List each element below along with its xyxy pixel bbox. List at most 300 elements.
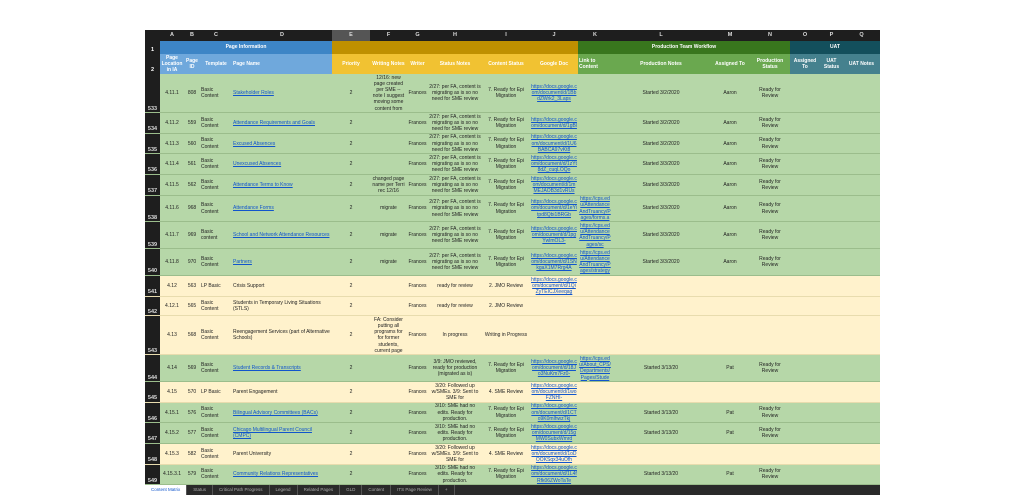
assigned-to-cell[interactable] xyxy=(710,195,750,222)
uat-notes-cell[interactable] xyxy=(843,222,880,249)
google-doc-link[interactable]: https://docs.google.com/document/d/1woFZNHI- xyxy=(531,382,577,402)
google-doc-link[interactable]: https://docs.google.com/document/d/1pgYwlmOL3- xyxy=(531,226,577,245)
assigned-to-cell[interactable] xyxy=(710,316,750,355)
link-to-content-cell[interactable] xyxy=(578,402,612,423)
column-header-q[interactable]: Q xyxy=(843,30,880,41)
google-doc-link[interactable]: https://docs.google.com/document/d/1zYt8dZ_cuqLOQo xyxy=(531,154,577,174)
assigned-to-cell[interactable] xyxy=(710,249,750,276)
uat-assigned-to-cell[interactable] xyxy=(790,355,820,382)
writing-notes-cell[interactable] xyxy=(370,464,407,485)
content-status-cell[interactable] xyxy=(482,316,530,355)
uat-assigned-to-cell[interactable] xyxy=(790,113,820,134)
uat-assigned-to-cell[interactable] xyxy=(790,222,820,249)
content-status-cell[interactable] xyxy=(482,195,530,222)
production-notes-cell[interactable] xyxy=(612,444,710,465)
row-number[interactable]: 542 xyxy=(145,296,160,316)
production-notes-cell[interactable] xyxy=(612,154,710,175)
google-doc-link-cell[interactable] xyxy=(530,382,578,403)
header-assigned-to[interactable]: Assigned To xyxy=(710,54,750,74)
page-location-cell[interactable] xyxy=(160,444,184,465)
writer-cell[interactable] xyxy=(407,113,428,134)
assigned-to-cell[interactable] xyxy=(710,423,750,444)
page-location-cell[interactable] xyxy=(160,296,184,316)
link-to-content-cell[interactable] xyxy=(578,249,612,276)
template-cell[interactable] xyxy=(200,444,232,465)
page-location-cell[interactable] xyxy=(160,113,184,134)
page-name-cell[interactable] xyxy=(232,296,332,316)
row-number[interactable]: 536 xyxy=(145,154,160,175)
production-notes-cell[interactable] xyxy=(612,423,710,444)
priority-cell[interactable] xyxy=(332,74,370,113)
production-status-cell[interactable] xyxy=(750,249,790,276)
page-location-cell[interactable] xyxy=(160,423,184,444)
production-notes-cell[interactable] xyxy=(612,74,710,113)
google-doc-link-cell[interactable] xyxy=(530,195,578,222)
link-to-content-cell[interactable] xyxy=(578,444,612,465)
writing-notes-cell[interactable] xyxy=(370,195,407,222)
sheet-tab[interactable]: Critical Path Progress xyxy=(213,485,270,495)
row-number[interactable]: 543 xyxy=(145,316,160,355)
template-cell[interactable] xyxy=(200,296,232,316)
page-name[interactable]: Bilingual Advisory Committees (BACs) xyxy=(233,409,318,416)
uat-notes-cell[interactable] xyxy=(843,249,880,276)
page-name[interactable]: Partners xyxy=(233,259,252,266)
content-status-cell[interactable] xyxy=(482,444,530,465)
uat-assigned-to-cell[interactable] xyxy=(790,402,820,423)
status-notes-cell[interactable] xyxy=(428,195,482,222)
header-uat-status[interactable]: UAT Status xyxy=(820,54,843,74)
page-location-cell[interactable] xyxy=(160,133,184,154)
content-status-cell[interactable] xyxy=(482,133,530,154)
writer-cell[interactable] xyxy=(407,222,428,249)
header-page-id[interactable]: Page ID xyxy=(184,54,200,74)
page-id-cell[interactable] xyxy=(184,296,200,316)
uat-notes-cell[interactable] xyxy=(843,154,880,175)
writer-cell[interactable] xyxy=(407,249,428,276)
google-doc-link[interactable]: https://docs.google.com/document/d/1mMEJAOB3d1vRUs xyxy=(531,175,577,194)
google-doc-link[interactable]: https://docs.google.com/document/d/1oDOOKSqx34uOfh xyxy=(531,444,577,463)
writing-notes-cell[interactable] xyxy=(370,74,407,113)
template-cell[interactable] xyxy=(200,382,232,403)
writer-cell[interactable] xyxy=(407,355,428,382)
link-to-content-cell[interactable] xyxy=(578,74,612,113)
writing-notes-cell[interactable] xyxy=(370,133,407,154)
production-notes-cell[interactable] xyxy=(612,195,710,222)
page-name[interactable]: Student Records & Transcripts xyxy=(233,365,301,372)
production-notes-cell[interactable] xyxy=(612,402,710,423)
link-to-content[interactable]: https://cps.edu/AttendanceAndTruancy/Pages/strategy xyxy=(579,249,611,275)
select-all-corner[interactable] xyxy=(145,30,160,41)
page-name[interactable]: School and Network Attendance Resources xyxy=(233,232,330,239)
template-cell[interactable] xyxy=(200,133,232,154)
google-doc-link[interactable]: https://docs.google.com/document/d/1QiZyTEICJXeeqag xyxy=(531,276,577,295)
writer-cell[interactable] xyxy=(407,195,428,222)
uat-status-cell[interactable] xyxy=(820,382,843,403)
google-doc-link-cell[interactable] xyxy=(530,296,578,316)
link-to-content-cell[interactable] xyxy=(578,113,612,134)
production-notes-cell[interactable] xyxy=(612,133,710,154)
content-status-cell[interactable] xyxy=(482,382,530,403)
writing-notes-cell[interactable] xyxy=(370,382,407,403)
status-notes-cell[interactable] xyxy=(428,402,482,423)
row-number[interactable]: 537 xyxy=(145,175,160,196)
assigned-to-cell[interactable] xyxy=(710,355,750,382)
uat-assigned-to-cell[interactable] xyxy=(790,175,820,196)
production-notes-cell[interactable] xyxy=(612,316,710,355)
link-to-content-cell[interactable] xyxy=(578,154,612,175)
priority-cell[interactable] xyxy=(332,276,370,297)
writer-cell[interactable] xyxy=(407,74,428,113)
page-location-cell[interactable] xyxy=(160,74,184,113)
assigned-to-cell[interactable] xyxy=(710,296,750,316)
row-number[interactable]: 545 xyxy=(145,382,160,403)
page-name[interactable]: Community Relations Representatives xyxy=(233,471,319,478)
content-status-cell[interactable] xyxy=(482,175,530,196)
row-number[interactable]: 548 xyxy=(145,444,160,465)
column-header-p[interactable]: P xyxy=(820,30,843,41)
page-id-cell[interactable] xyxy=(184,222,200,249)
production-notes-cell[interactable] xyxy=(612,276,710,297)
group-uat[interactable]: UAT xyxy=(790,41,880,54)
template-cell[interactable] xyxy=(200,316,232,355)
writing-notes-cell[interactable] xyxy=(370,175,407,196)
google-doc-link-cell[interactable] xyxy=(530,113,578,134)
status-notes-cell[interactable] xyxy=(428,249,482,276)
priority-cell[interactable] xyxy=(332,222,370,249)
google-doc-link-cell[interactable] xyxy=(530,74,578,113)
column-header-j[interactable]: J xyxy=(530,30,578,41)
priority-cell[interactable] xyxy=(332,249,370,276)
page-location-cell[interactable] xyxy=(160,382,184,403)
link-to-content-cell[interactable] xyxy=(578,133,612,154)
status-notes-cell[interactable] xyxy=(428,316,482,355)
production-status-cell[interactable] xyxy=(750,316,790,355)
writer-cell[interactable] xyxy=(407,276,428,297)
sheet-tab[interactable]: Related Pages xyxy=(298,485,341,495)
page-name-cell[interactable] xyxy=(232,355,332,382)
sheet-tab[interactable]: Content xyxy=(362,485,391,495)
page-name-cell[interactable] xyxy=(232,464,332,485)
google-doc-link-cell[interactable] xyxy=(530,276,578,297)
page-location-cell[interactable] xyxy=(160,316,184,355)
google-doc-link-cell[interactable] xyxy=(530,444,578,465)
assigned-to-cell[interactable] xyxy=(710,133,750,154)
page-location-cell[interactable] xyxy=(160,222,184,249)
production-status-cell[interactable] xyxy=(750,382,790,403)
priority-cell[interactable] xyxy=(332,464,370,485)
google-doc-link[interactable]: https://docs.google.com/document/d/1BbdZWrk2_3Laps xyxy=(531,83,577,103)
production-status-cell[interactable] xyxy=(750,113,790,134)
status-notes-cell[interactable] xyxy=(428,133,482,154)
google-doc-link-cell[interactable] xyxy=(530,133,578,154)
page-name[interactable]: Excused Absences xyxy=(233,140,276,147)
status-notes-cell[interactable] xyxy=(428,464,482,485)
google-doc-link-cell[interactable] xyxy=(530,316,578,355)
page-id-cell[interactable] xyxy=(184,74,200,113)
link-to-content-cell[interactable] xyxy=(578,355,612,382)
writing-notes-cell[interactable] xyxy=(370,222,407,249)
uat-notes-cell[interactable] xyxy=(843,382,880,403)
template-cell[interactable] xyxy=(200,423,232,444)
writer-cell[interactable] xyxy=(407,133,428,154)
production-notes-cell[interactable] xyxy=(612,382,710,403)
status-notes-cell[interactable] xyxy=(428,444,482,465)
google-doc-link-cell[interactable] xyxy=(530,154,578,175)
content-status-cell[interactable] xyxy=(482,464,530,485)
page-name-cell[interactable] xyxy=(232,74,332,113)
production-status-cell[interactable] xyxy=(750,154,790,175)
assigned-to-cell[interactable] xyxy=(710,382,750,403)
assigned-to-cell[interactable] xyxy=(710,444,750,465)
priority-cell[interactable] xyxy=(332,195,370,222)
writing-notes-cell[interactable] xyxy=(370,316,407,355)
header-link-to-content[interactable]: Link to Content xyxy=(578,54,612,74)
assigned-to-cell[interactable] xyxy=(710,175,750,196)
google-doc-link-cell[interactable] xyxy=(530,175,578,196)
production-status-cell[interactable] xyxy=(750,133,790,154)
assigned-to-cell[interactable] xyxy=(710,222,750,249)
page-name-cell[interactable] xyxy=(232,222,332,249)
production-status-cell[interactable] xyxy=(750,175,790,196)
uat-status-cell[interactable] xyxy=(820,464,843,485)
sheet-tab[interactable]: ITS Page Review xyxy=(391,485,439,495)
page-id-cell[interactable] xyxy=(184,423,200,444)
production-notes-cell[interactable] xyxy=(612,222,710,249)
assigned-to-cell[interactable] xyxy=(710,74,750,113)
status-notes-cell[interactable] xyxy=(428,113,482,134)
group-production[interactable]: Production Team Workflow xyxy=(578,41,790,54)
header-google-doc[interactable]: Google Doc xyxy=(530,54,578,74)
page-location-cell[interactable] xyxy=(160,276,184,297)
google-doc-link[interactable]: https://docs.google.com/document/d/1U6BABCA97vKt8 xyxy=(531,134,577,153)
group-writing[interactable] xyxy=(332,41,578,54)
google-doc-link-cell[interactable] xyxy=(530,222,578,249)
uat-status-cell[interactable] xyxy=(820,175,843,196)
template-cell[interactable] xyxy=(200,195,232,222)
uat-assigned-to-cell[interactable] xyxy=(790,444,820,465)
writer-cell[interactable] xyxy=(407,402,428,423)
google-doc-link-cell[interactable] xyxy=(530,249,578,276)
page-id-cell[interactable] xyxy=(184,249,200,276)
header-writing-notes[interactable]: Writing Notes xyxy=(370,54,407,74)
add-sheet-button[interactable]: + xyxy=(439,485,455,495)
group-page-information[interactable]: Page Information xyxy=(160,41,332,54)
priority-cell[interactable] xyxy=(332,382,370,403)
priority-cell[interactable] xyxy=(332,113,370,134)
status-notes-cell[interactable] xyxy=(428,175,482,196)
production-status-cell[interactable] xyxy=(750,464,790,485)
page-id-cell[interactable] xyxy=(184,402,200,423)
page-name[interactable]: Stakeholder Roles xyxy=(233,90,274,96)
uat-assigned-to-cell[interactable] xyxy=(790,382,820,403)
row-number[interactable]: 540 xyxy=(145,249,160,276)
uat-status-cell[interactable] xyxy=(820,444,843,465)
link-to-content[interactable]: https://cps.edu/About_CPS/Departments/Pages/Stude xyxy=(579,355,611,381)
page-name-cell[interactable] xyxy=(232,316,332,355)
production-status-cell[interactable] xyxy=(750,74,790,113)
production-status-cell[interactable] xyxy=(750,222,790,249)
uat-notes-cell[interactable] xyxy=(843,133,880,154)
google-doc-link[interactable]: https://docs.google.com/document/d/1L4fRfk06ZWoTaTe xyxy=(531,465,577,484)
header-writer[interactable]: Writer xyxy=(407,54,428,74)
writer-cell[interactable] xyxy=(407,316,428,355)
link-to-content-cell[interactable] xyxy=(578,382,612,403)
writer-cell[interactable] xyxy=(407,423,428,444)
header-assigned-to[interactable]: Assigned To xyxy=(790,54,820,74)
writer-cell[interactable] xyxy=(407,464,428,485)
uat-notes-cell[interactable] xyxy=(843,316,880,355)
page-id-cell[interactable] xyxy=(184,464,200,485)
status-notes-cell[interactable] xyxy=(428,296,482,316)
page-location-cell[interactable] xyxy=(160,175,184,196)
page-name-cell[interactable] xyxy=(232,444,332,465)
production-status-cell[interactable] xyxy=(750,402,790,423)
page-name-cell[interactable] xyxy=(232,133,332,154)
template-cell[interactable] xyxy=(200,355,232,382)
uat-status-cell[interactable] xyxy=(820,296,843,316)
page-id-cell[interactable] xyxy=(184,382,200,403)
column-header-o[interactable]: O xyxy=(790,30,820,41)
uat-notes-cell[interactable] xyxy=(843,276,880,297)
production-notes-cell[interactable] xyxy=(612,175,710,196)
assigned-to-cell[interactable] xyxy=(710,402,750,423)
uat-status-cell[interactable] xyxy=(820,402,843,423)
writer-cell[interactable] xyxy=(407,175,428,196)
page-name-cell[interactable] xyxy=(232,276,332,297)
row-number[interactable]: 538 xyxy=(145,195,160,222)
production-status-cell[interactable] xyxy=(750,276,790,297)
row-number[interactable]: 539 xyxy=(145,222,160,249)
writer-cell[interactable] xyxy=(407,154,428,175)
google-doc-link[interactable]: https://docs.google.com/document/d/15gMW0SubxWmrd xyxy=(531,423,577,443)
column-header-h[interactable]: H xyxy=(428,30,482,41)
link-to-content-cell[interactable] xyxy=(578,276,612,297)
page-name-cell[interactable] xyxy=(232,175,332,196)
page-name-cell[interactable] xyxy=(232,382,332,403)
link-to-content[interactable]: https://cps.edu/AttendanceAndTruancy/Pages/sc xyxy=(579,222,611,248)
production-notes-cell[interactable] xyxy=(612,464,710,485)
row-number[interactable]: 2 xyxy=(145,54,160,74)
writing-notes-cell[interactable] xyxy=(370,355,407,382)
uat-notes-cell[interactable] xyxy=(843,402,880,423)
row-number[interactable]: 549 xyxy=(145,464,160,485)
page-location-cell[interactable] xyxy=(160,154,184,175)
uat-status-cell[interactable] xyxy=(820,276,843,297)
uat-notes-cell[interactable] xyxy=(843,195,880,222)
page-location-cell[interactable] xyxy=(160,249,184,276)
link-to-content-cell[interactable] xyxy=(578,175,612,196)
uat-notes-cell[interactable] xyxy=(843,355,880,382)
content-status-cell[interactable] xyxy=(482,402,530,423)
google-doc-link-cell[interactable] xyxy=(530,355,578,382)
page-id-cell[interactable] xyxy=(184,113,200,134)
link-to-content-cell[interactable] xyxy=(578,316,612,355)
content-status-cell[interactable] xyxy=(482,154,530,175)
assigned-to-cell[interactable] xyxy=(710,276,750,297)
header-status-notes[interactable]: Status Notes xyxy=(428,54,482,74)
page-name-cell[interactable] xyxy=(232,113,332,134)
header-content-status[interactable]: Content Status xyxy=(482,54,530,74)
page-id-cell[interactable] xyxy=(184,154,200,175)
uat-status-cell[interactable] xyxy=(820,195,843,222)
page-name[interactable]: Chicago Multilingual Parent Council (CMPC) xyxy=(233,427,312,440)
uat-assigned-to-cell[interactable] xyxy=(790,133,820,154)
priority-cell[interactable] xyxy=(332,296,370,316)
content-status-cell[interactable] xyxy=(482,249,530,276)
production-notes-cell[interactable] xyxy=(612,296,710,316)
uat-assigned-to-cell[interactable] xyxy=(790,154,820,175)
page-name[interactable]: Attendance Terms to Know xyxy=(233,181,293,188)
page-name-cell[interactable] xyxy=(232,195,332,222)
template-cell[interactable] xyxy=(200,175,232,196)
priority-cell[interactable] xyxy=(332,154,370,175)
header-page-location-in-ia[interactable]: Page Location in IA xyxy=(161,54,183,74)
column-header-e[interactable]: E xyxy=(332,30,370,41)
link-to-content[interactable]: https://cps.edu/AttendanceAndTruancy/Pages/forms.a xyxy=(579,196,611,221)
uat-assigned-to-cell[interactable] xyxy=(790,316,820,355)
page-name-cell[interactable] xyxy=(232,249,332,276)
writing-notes-cell[interactable] xyxy=(370,276,407,297)
row-number[interactable]: 1 xyxy=(145,41,160,54)
production-status-cell[interactable] xyxy=(750,195,790,222)
uat-assigned-to-cell[interactable] xyxy=(790,296,820,316)
uat-status-cell[interactable] xyxy=(820,423,843,444)
column-header-g[interactable]: G xyxy=(407,30,428,41)
header-page-name[interactable]: Page Name xyxy=(232,54,332,74)
writer-cell[interactable] xyxy=(407,444,428,465)
google-doc-link-cell[interactable] xyxy=(530,464,578,485)
writing-notes-cell[interactable] xyxy=(370,444,407,465)
status-notes-cell[interactable] xyxy=(428,74,482,113)
writing-notes-cell[interactable] xyxy=(370,402,407,423)
status-notes-cell[interactable] xyxy=(428,222,482,249)
uat-assigned-to-cell[interactable] xyxy=(790,464,820,485)
template-cell[interactable] xyxy=(200,74,232,113)
row-number[interactable]: 547 xyxy=(145,423,160,444)
content-status-cell[interactable] xyxy=(482,276,530,297)
status-notes-cell[interactable] xyxy=(428,154,482,175)
link-to-content-cell[interactable] xyxy=(578,464,612,485)
row-number[interactable]: 535 xyxy=(145,133,160,154)
uat-assigned-to-cell[interactable] xyxy=(790,195,820,222)
sheet-tab[interactable]: Content Matrix xyxy=(145,485,187,495)
column-header-d[interactable]: D xyxy=(232,30,332,41)
page-id-cell[interactable] xyxy=(184,133,200,154)
sheet-tab[interactable]: GLD xyxy=(340,485,362,495)
page-name[interactable]: Attendance Requirements and Goals xyxy=(233,119,315,126)
template-cell[interactable] xyxy=(200,249,232,276)
priority-cell[interactable] xyxy=(332,175,370,196)
google-doc-link-cell[interactable] xyxy=(530,402,578,423)
row-number[interactable]: 534 xyxy=(145,113,160,134)
uat-assigned-to-cell[interactable] xyxy=(790,74,820,113)
content-status-cell[interactable] xyxy=(482,113,530,134)
uat-assigned-to-cell[interactable] xyxy=(790,276,820,297)
uat-assigned-to-cell[interactable] xyxy=(790,249,820,276)
page-id-cell[interactable] xyxy=(184,316,200,355)
sheet-tab[interactable]: Legend xyxy=(270,485,298,495)
uat-notes-cell[interactable] xyxy=(843,74,880,113)
uat-status-cell[interactable] xyxy=(820,249,843,276)
google-doc-link[interactable]: https://docs.google.com/document/d/18Jo3NuKm7Fz0- xyxy=(531,359,577,378)
header-uat-notes[interactable]: UAT Notes xyxy=(843,54,880,74)
header-production-status[interactable]: Production Status xyxy=(750,54,790,74)
template-cell[interactable] xyxy=(200,464,232,485)
writing-notes-cell[interactable] xyxy=(370,423,407,444)
page-id-cell[interactable] xyxy=(184,175,200,196)
link-to-content-cell[interactable] xyxy=(578,195,612,222)
column-header-k[interactable]: K xyxy=(578,30,612,41)
